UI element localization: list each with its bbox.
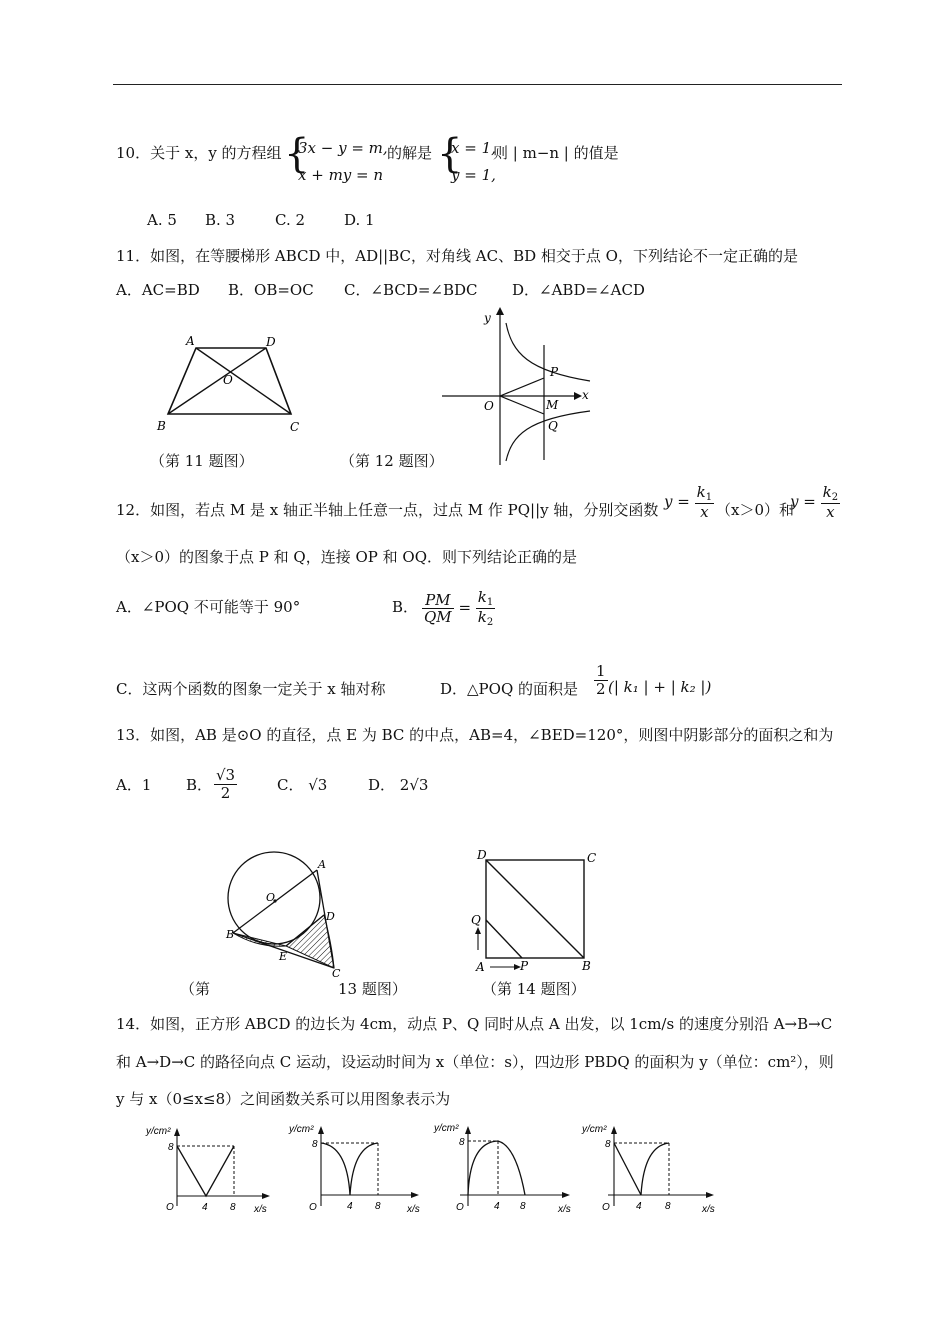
diagonal-db — [486, 860, 584, 958]
header-rule — [113, 84, 842, 85]
graph-b — [285, 1116, 430, 1224]
svg-text:x/s: x/s — [254, 1204, 267, 1215]
svg-text:8: 8 — [168, 1142, 174, 1153]
q12-option-c: C．这两个函数的图象一定关于 x 轴对称 — [116, 680, 386, 698]
q10-option-d: D. 1 — [344, 211, 375, 229]
figure-12 — [440, 305, 600, 467]
q12-line1: 12．如图，若点 M 是 x 轴正半轴上任意一点，过点 M 作 PQ||y 轴，分别交函数 — [116, 501, 659, 519]
q12-option-d-half: $\frac{1}{2}$ — [596, 662, 606, 698]
label-o: O — [266, 891, 276, 904]
label-a: A — [186, 334, 195, 348]
q10-sol2: y = 1, — [451, 166, 496, 184]
q10-tail: 则 | m−n | 的值是 — [493, 144, 619, 162]
label-d: D — [266, 335, 276, 349]
shaded-region-be — [233, 933, 286, 946]
q14-caption: （第 14 题图） — [482, 980, 586, 998]
q10-brace-right: { — [437, 131, 463, 177]
q10-mid: 的解是 — [387, 144, 433, 162]
label-a: A — [476, 960, 485, 974]
graph-a — [140, 1120, 280, 1224]
q12-option-b-frac: $\frac{PM}{QM}$ = $\frac{k_1}{k_2}$ — [424, 588, 494, 628]
q12-frac-k2: $\frac{k_2}{x}$ — [822, 483, 839, 521]
svg-text:8: 8 — [665, 1201, 671, 1212]
label-q: Q — [471, 913, 481, 927]
label-a: A — [318, 858, 326, 871]
q10-option-c: C. 2 — [275, 211, 306, 229]
label-d: D — [326, 910, 335, 923]
label-p: P — [550, 365, 559, 379]
svg-text:4: 4 — [636, 1201, 642, 1212]
svg-text:O: O — [166, 1202, 174, 1213]
svg-text:4: 4 — [494, 1201, 500, 1212]
svg-text:8: 8 — [312, 1139, 318, 1150]
q10-option-a: A. 5 — [147, 211, 177, 229]
label-e: E — [279, 950, 288, 963]
q10-option-b: B. 3 — [205, 211, 236, 229]
q14-line1: 14．如图，正方形 ABCD 的边长为 4cm，动点 P、Q 同时从点 A 出发，以 1cm/s 的速度分别沿 A→B→C — [116, 1015, 833, 1033]
label-o: O — [223, 373, 233, 387]
q12-caption: （第 12 题图） — [340, 452, 444, 470]
svg-text:O: O — [602, 1202, 610, 1213]
segment-qp — [486, 920, 522, 958]
svg-text:8: 8 — [375, 1201, 381, 1212]
q13-option-b-frac: $\frac{√3}{2}$ — [216, 766, 236, 802]
q10-lead: 10．关于 x，y 的方程组 — [116, 144, 282, 162]
q13-option-b-lead: B． — [186, 776, 213, 794]
q12-option-a: A．∠POQ 不可能等于 90° — [116, 598, 301, 616]
svg-text:8: 8 — [520, 1201, 526, 1212]
q13-caption-right: 13 题图） — [338, 980, 407, 998]
graph-c — [432, 1116, 580, 1224]
svg-text:8: 8 — [605, 1139, 611, 1150]
label-d: D — [477, 848, 487, 862]
label-c: C — [332, 967, 341, 980]
q11-text: 11．如图，在等腰梯形 ABCD 中，AD||BC，对角线 AC、BD 相交于点 O，下列结论不一定正确的是 — [116, 247, 798, 265]
q11-option-b: B．OB=OC — [228, 281, 314, 299]
y-axis-arrow — [496, 307, 504, 315]
q10-sol1: x = 1, — [451, 139, 496, 157]
label-b: B — [226, 928, 235, 941]
svg-text:8: 8 — [230, 1202, 236, 1213]
q14-line2: 和 A→D→C 的路径向点 C 运动，设运动时间为 x（单位：s），四边形 PBDQ 的面积为 y（单位：cm²），则 — [116, 1053, 834, 1071]
x-axis-arrow — [574, 392, 582, 400]
q12-func2 — [790, 484, 840, 521]
segment-op — [500, 378, 544, 396]
diagonal-ac — [196, 348, 291, 414]
q12-y-eq-2: y = — [790, 492, 816, 511]
label-c: C — [290, 420, 300, 434]
label-q: Q — [548, 419, 558, 433]
svg-text:O: O — [456, 1202, 464, 1213]
q13-caption-left: （第 — [180, 980, 211, 998]
q12-cond1: （x＞0）和 — [716, 501, 795, 519]
q12-option-d-tail: (| k₁ | + | k₂ |) — [608, 678, 712, 696]
svg-text:x/s: x/s — [407, 1204, 420, 1215]
segment-oq — [500, 396, 544, 414]
svg-text:4: 4 — [202, 1202, 208, 1213]
svg-text:y/cm²: y/cm² — [434, 1123, 459, 1134]
label-c: C — [587, 851, 597, 865]
q11-option-d: D．∠ABD=∠ACD — [512, 281, 645, 299]
svg-text:x/s: x/s — [702, 1204, 715, 1215]
q13-text: 13．如图，AB 是⊙O 的直径，点 E 为 BC 的中点，AB=4，∠BED=120°，则图中阴影部分的面积之和为 — [116, 726, 834, 744]
label-x: x — [582, 388, 589, 402]
label-m: M — [546, 398, 559, 412]
q14-line3: y 与 x（0≤x≤8）之间函数关系可以用图象表示为 — [116, 1090, 451, 1108]
label-b: B — [582, 959, 591, 973]
q12-y-eq-1: y = — [664, 492, 690, 511]
svg-text:8: 8 — [459, 1137, 465, 1148]
q12-frac-k1: $\frac{k_1}{x}$ — [696, 483, 713, 521]
svg-text:y/cm²: y/cm² — [289, 1124, 314, 1135]
arrow-up-head — [475, 927, 481, 934]
label-y: y — [484, 311, 491, 325]
label-o: O — [484, 399, 494, 413]
svg-text:y/cm²: y/cm² — [582, 1124, 607, 1135]
q13-option-a: A．1 — [116, 776, 152, 794]
q13-option-c: C． √3 — [277, 776, 328, 794]
label-b: B — [157, 419, 166, 433]
figure-11 — [150, 330, 310, 440]
svg-text:4: 4 — [347, 1201, 353, 1212]
svg-text:x/s: x/s — [558, 1204, 571, 1215]
graph-d — [578, 1116, 728, 1224]
figure-14 — [466, 846, 602, 976]
q11-option-a: A．AC=BD — [116, 281, 200, 299]
q10-eq2: x + my = n — [298, 166, 384, 184]
svg-text:y/cm²: y/cm² — [146, 1126, 171, 1137]
q13-option-d: D． 2√3 — [368, 776, 429, 794]
q11-option-c: C．∠BCD=∠BDC — [344, 281, 478, 299]
q12-option-d-lead: D．△POQ 的面积是 — [440, 680, 579, 698]
q12-line2: （x＞0）的图象于点 P 和 Q，连接 OP 和 OQ．则下列结论正确的是 — [116, 548, 577, 566]
hyperbola-k1 — [506, 323, 590, 381]
svg-text:O: O — [309, 1202, 317, 1213]
label-p: P — [520, 959, 529, 973]
q11-caption: （第 11 题图） — [150, 452, 254, 470]
q12-func1 — [664, 484, 714, 521]
figure-13 — [222, 850, 352, 980]
q10-eq1: 3x − y = m, — [298, 139, 388, 157]
q10-brace-left: { — [284, 131, 310, 177]
q12-option-b-lead: B． — [392, 598, 419, 616]
